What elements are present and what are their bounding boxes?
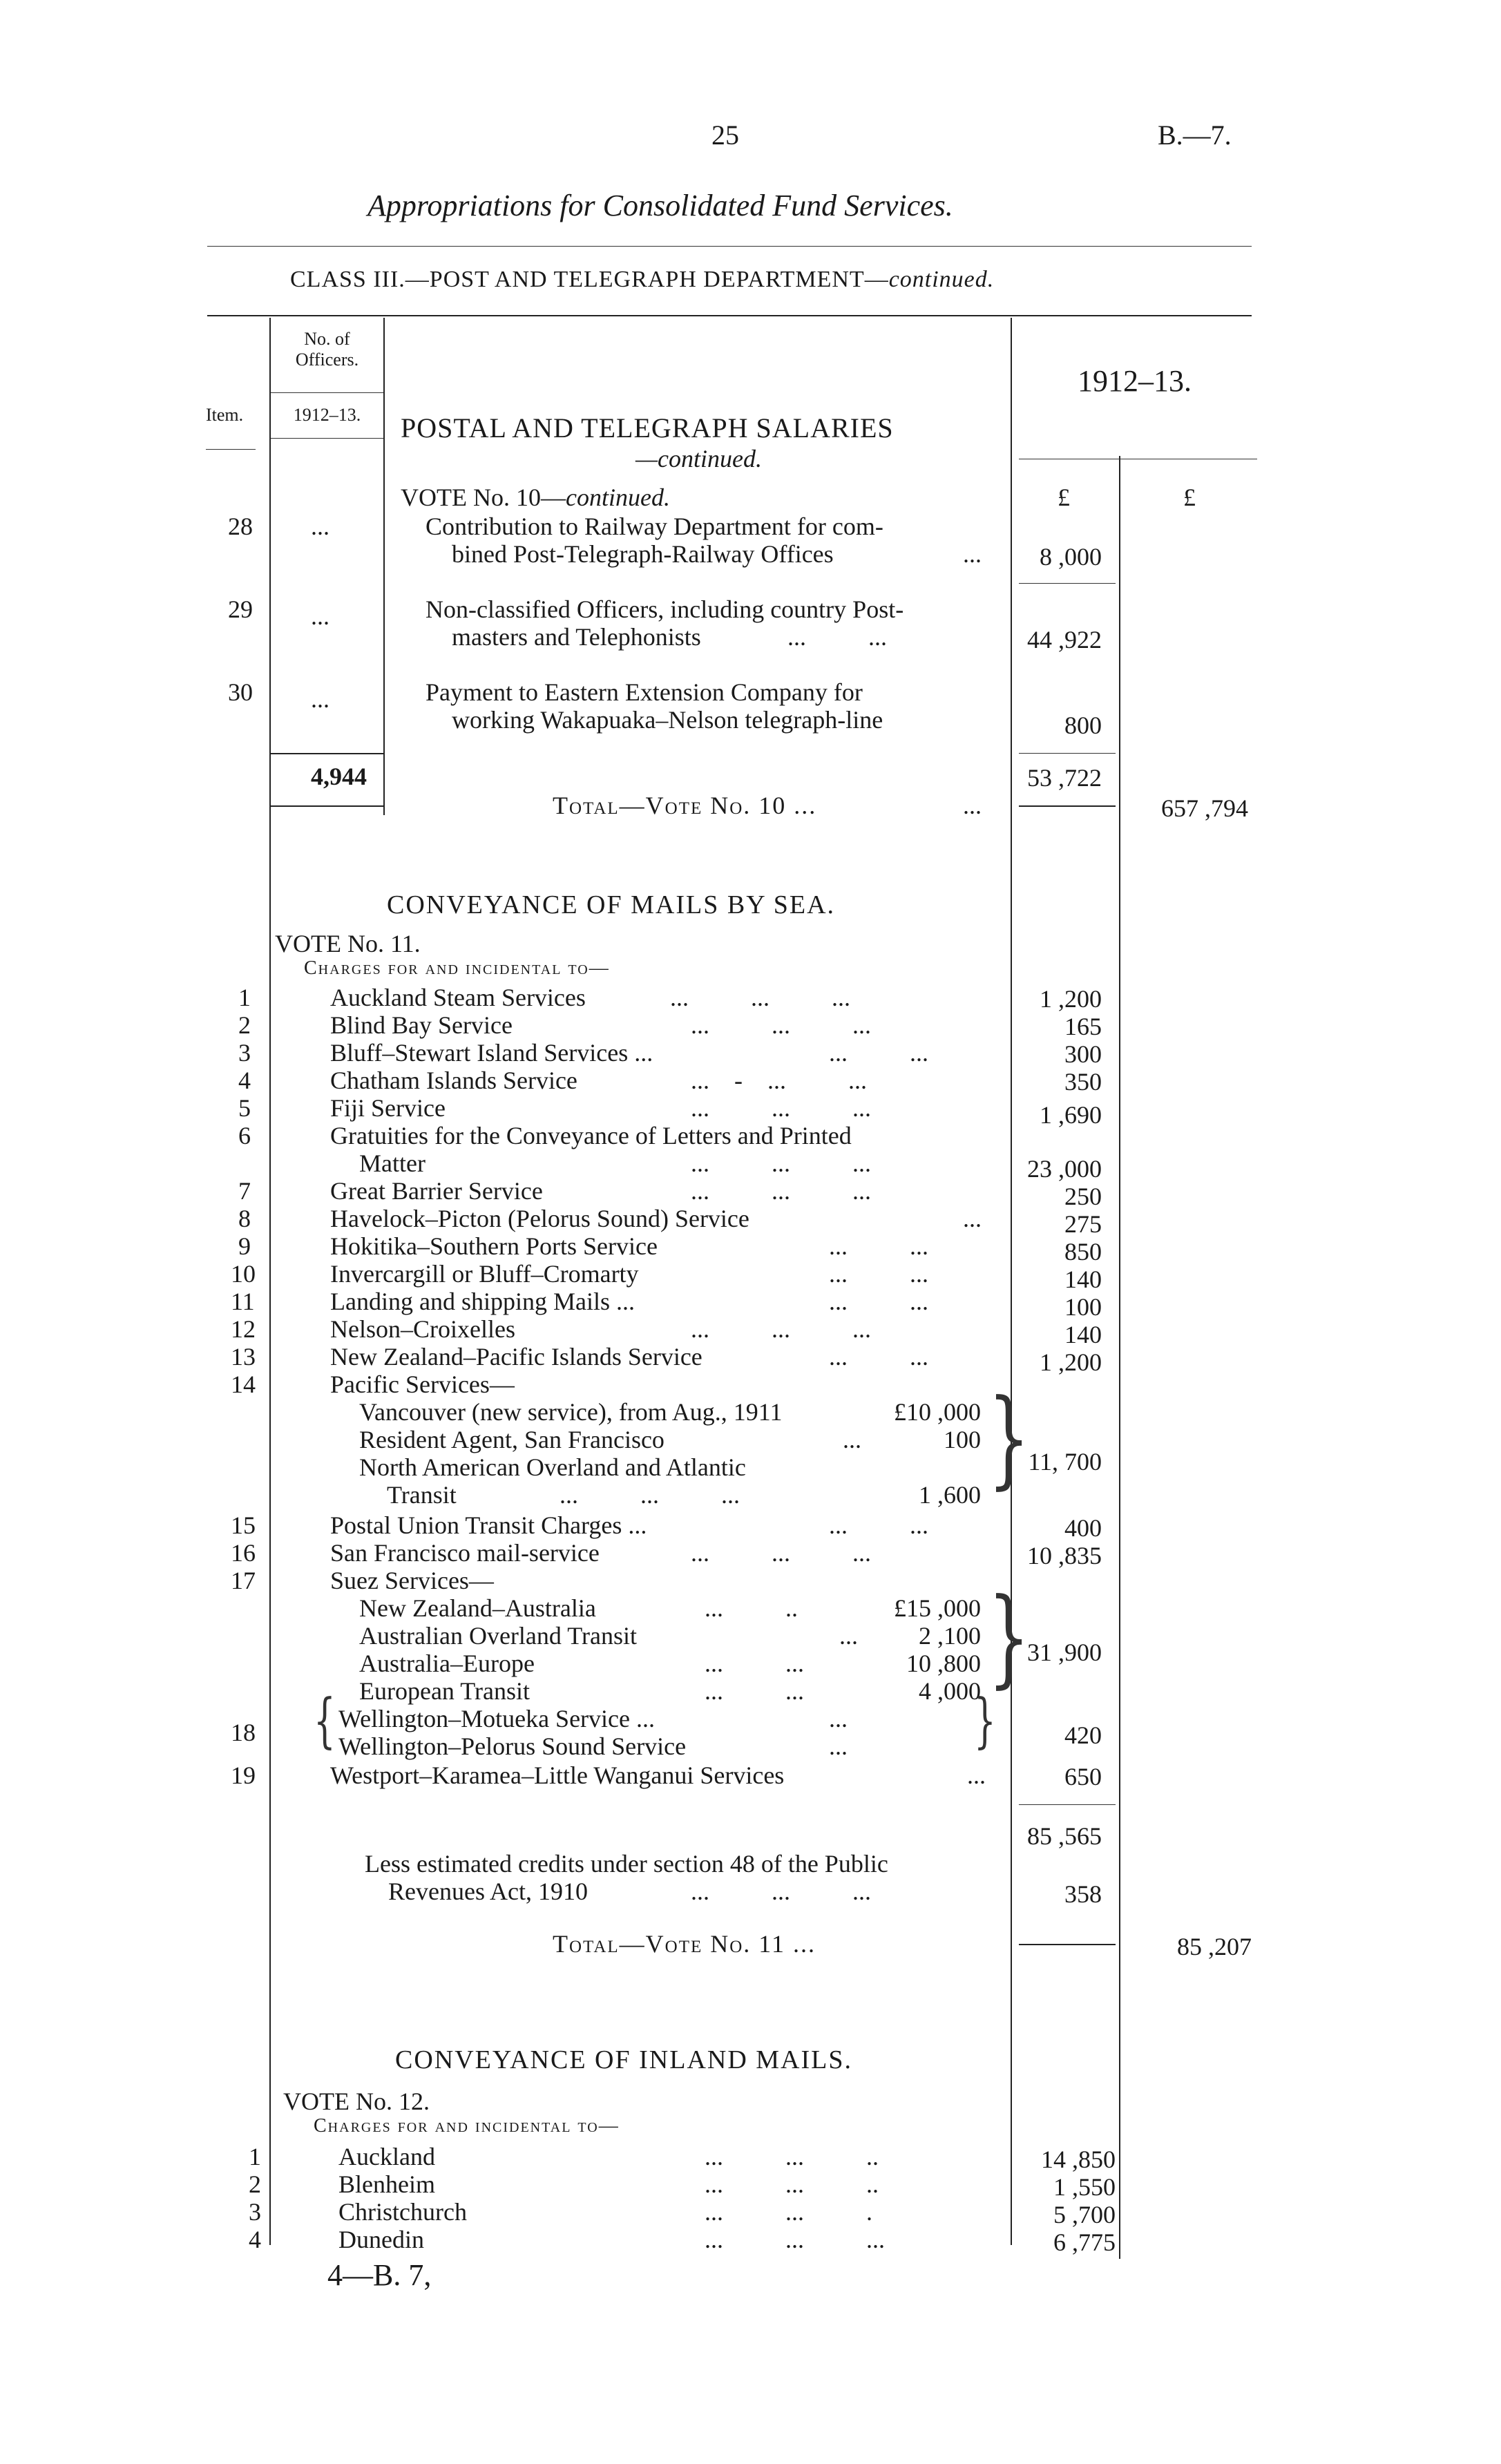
amount: 23 ,000 xyxy=(1027,1155,1102,1183)
leader-dots: ... ... ... xyxy=(691,1177,871,1205)
leader-dots: ... ... ... xyxy=(691,1149,871,1177)
rule xyxy=(1019,1944,1116,1945)
section-heading: CONVEYANCE OF MAILS BY SEA. xyxy=(387,890,836,919)
item-description: Dunedin xyxy=(338,2226,424,2253)
item-description: Non-classified Officers, including country Post- xyxy=(426,595,904,623)
right-brace: } xyxy=(974,1686,996,1755)
amount: 275 xyxy=(1064,1210,1102,1238)
item-number: 5 xyxy=(238,1094,251,1122)
item-description: Payment to Eastern Extension Company for xyxy=(426,678,863,706)
page-title: Appropriations for Consolidated Fund Services. xyxy=(367,189,953,222)
leader-dots: ... ... ... xyxy=(691,1094,871,1122)
amount: 350 xyxy=(1064,1068,1102,1096)
amount: 650 xyxy=(1064,1763,1102,1790)
item-description: Auckland xyxy=(338,2143,435,2170)
rule xyxy=(1019,805,1116,807)
amount: 250 xyxy=(1064,1183,1102,1210)
class-title-text: CLASS III.—POST AND TELEGRAPH DEPARTMENT— xyxy=(290,267,889,292)
page-number: 25 xyxy=(711,120,739,151)
right-brace: } xyxy=(988,1376,1031,1500)
item-number: 28 xyxy=(228,513,253,540)
item-header: Item. xyxy=(206,405,244,425)
item-number: 10 xyxy=(231,1260,256,1288)
leader-dots: ... xyxy=(829,1705,848,1732)
amount: 1 ,550 xyxy=(1053,2173,1116,2201)
item-description: Auckland Steam Services xyxy=(330,984,586,1011)
subtotal: 53 ,722 xyxy=(1027,764,1102,792)
year-header: 1912–13. xyxy=(1078,364,1192,398)
class-title-continued: continued. xyxy=(888,267,995,292)
item-description: Havelock–Picton (Pelorus Sound) Service xyxy=(330,1205,749,1232)
sub-item-description: Australia–Europe xyxy=(359,1650,535,1677)
item-description: Landing and shipping Mails ... xyxy=(330,1288,635,1315)
amount: 5 ,700 xyxy=(1053,2201,1116,2228)
section-title-continued: —continued. xyxy=(635,445,762,472)
amount: 100 xyxy=(1064,1293,1102,1321)
amount: 800 xyxy=(1064,711,1102,739)
officers-count: ... xyxy=(311,513,329,540)
officers-column-rule xyxy=(383,318,385,815)
amount: 400 xyxy=(1064,1514,1102,1542)
vote-label: VOTE No. 12. xyxy=(283,2088,430,2115)
officers-total: 4,944 xyxy=(311,763,367,790)
leader-dots: ... ... xyxy=(829,1260,928,1288)
vote-total: 657 ,794 xyxy=(1161,794,1248,822)
leader-dots: ... ... .. xyxy=(705,2143,879,2170)
leader-dots: ... ... .. xyxy=(705,2170,879,2198)
amount: 10 ,835 xyxy=(1027,1542,1102,1569)
item-number: 2 xyxy=(238,1011,251,1039)
leader-dots: ... xyxy=(967,1761,986,1789)
credits-description: Less estimated credits under section 48 of the Public xyxy=(365,1850,888,1878)
leader-dots: ... xyxy=(963,1205,982,1232)
item-description: Great Barrier Service xyxy=(330,1177,543,1205)
left-brace: { xyxy=(314,1686,336,1755)
item-description: Gratuities for the Conveyance of Letters and Printed xyxy=(330,1122,852,1149)
amount: 140 xyxy=(1064,1266,1102,1293)
item-number: 18 xyxy=(231,1719,256,1746)
item-description: bined Post-Telegraph-Railway Offices xyxy=(452,540,834,568)
amount: 6 ,775 xyxy=(1053,2228,1116,2256)
rule xyxy=(271,438,383,439)
credits-amount: 358 xyxy=(1064,1880,1102,1908)
amount: 165 xyxy=(1064,1013,1102,1040)
amount: 1 ,690 xyxy=(1040,1101,1102,1129)
item-column-rule xyxy=(269,318,271,2245)
amount: 300 xyxy=(1064,1040,1102,1068)
item-number: 6 xyxy=(238,1122,251,1149)
table-top-rule xyxy=(207,315,1252,316)
vote-label: VOTE No. 11. xyxy=(275,930,421,957)
leader-dots: ... ... ... xyxy=(691,1315,871,1343)
rule xyxy=(271,392,383,393)
item-description: working Wakapuaka–Nelson telegraph-line xyxy=(452,706,883,734)
amount: 14 ,850 xyxy=(1041,2146,1116,2173)
leader-dots: ... ... ... xyxy=(691,1539,871,1567)
vote-total: 85 ,207 xyxy=(1177,1933,1252,1960)
sub-item-description: New Zealand–Australia xyxy=(359,1594,596,1622)
officers-header: No. of Officers. xyxy=(295,329,359,370)
item-number: 15 xyxy=(231,1511,256,1539)
credits-description: Revenues Act, 1910 xyxy=(388,1878,588,1905)
leader-dots: ... ... ... xyxy=(670,984,850,1011)
leader-dots: ... ... ... xyxy=(560,1481,740,1509)
sub-item-description: Vancouver (new service), from Aug., 1911 xyxy=(359,1398,783,1426)
amount: 420 xyxy=(1064,1721,1102,1749)
item-number: 2 xyxy=(249,2170,261,2198)
item-description: Westport–Karamea–Little Wanganui Services xyxy=(330,1761,785,1789)
rule xyxy=(1019,1804,1116,1805)
leader-dots: ... xyxy=(829,1732,848,1760)
item-number: 29 xyxy=(228,595,253,623)
sub-amount: 1 ,600 xyxy=(919,1481,981,1509)
vote-total-label: Total—Vote No. 10 ... xyxy=(553,792,817,819)
item-number: 3 xyxy=(249,2198,261,2226)
amount: 1 ,200 xyxy=(1040,1348,1102,1376)
leader-dots: ... ... ... xyxy=(691,1011,871,1039)
gross-amount: 85 ,565 xyxy=(1027,1822,1102,1850)
amount: 140 xyxy=(1064,1321,1102,1348)
leader-dots: ... xyxy=(963,540,982,568)
pound-sign: £ xyxy=(1183,484,1196,511)
item-description: Wellington–Motueka Service ... xyxy=(338,1705,655,1732)
leader-dots: ... ... ... xyxy=(691,1878,871,1905)
item-description: Contribution to Railway Department for com- xyxy=(426,513,883,540)
leader-dots: ... ... ... xyxy=(705,2226,885,2253)
leader-dots: ... ... xyxy=(829,1288,928,1315)
sub-amount: 4 ,000 xyxy=(919,1677,981,1705)
item-description: New Zealand–Pacific Islands Service xyxy=(330,1343,702,1371)
item-description: Suez Services— xyxy=(330,1567,494,1594)
item-number: 19 xyxy=(231,1761,256,1789)
item-description: San Francisco mail-service xyxy=(330,1539,600,1567)
rule xyxy=(206,449,256,450)
item-description: Postal Union Transit Charges ... xyxy=(330,1511,647,1539)
item-number: 1 xyxy=(238,984,251,1011)
leader-dots: ... ... xyxy=(787,623,887,651)
vote-label xyxy=(401,484,670,511)
item-description: masters and Telephonists xyxy=(452,623,701,651)
officers-count: ... xyxy=(311,602,329,630)
item-number: 4 xyxy=(249,2226,261,2253)
sub-item-description: European Transit xyxy=(359,1677,530,1705)
leader-dots: ... .. xyxy=(705,1594,798,1622)
rule xyxy=(1019,753,1116,754)
rule xyxy=(271,805,383,807)
sub-item-description: North American Overland and Atlantic xyxy=(359,1453,746,1481)
leader-dots: ... ... xyxy=(705,1677,804,1705)
leader-dots: ... xyxy=(963,792,982,819)
total-column-rule xyxy=(1119,456,1120,2259)
amount: 8 ,000 xyxy=(1040,543,1102,571)
rule xyxy=(271,753,383,754)
charges-label: Charges for and incidental to— xyxy=(304,957,610,979)
item-number: 11 xyxy=(231,1288,255,1315)
leader-dots: ... ... xyxy=(829,1232,928,1260)
item-description: Invercargill or Bluff–Cromarty xyxy=(330,1260,639,1288)
item-description: Fiji Service xyxy=(330,1094,446,1122)
sub-amount: 10 ,800 xyxy=(906,1650,981,1677)
pound-sign: £ xyxy=(1058,484,1070,511)
sub-amount: £15 ,000 xyxy=(894,1594,981,1622)
sub-item-description: Transit xyxy=(387,1481,457,1509)
item-description: Christchurch xyxy=(338,2198,467,2226)
rule xyxy=(1019,583,1116,584)
sub-amount: £10 ,000 xyxy=(894,1398,981,1426)
sub-amount: 2 ,100 xyxy=(919,1622,981,1650)
leader-dots: ... ... xyxy=(705,1650,804,1677)
item-description: Nelson–Croixelles xyxy=(330,1315,515,1343)
item-number: 7 xyxy=(238,1177,251,1205)
item-number: 3 xyxy=(238,1039,251,1067)
item-description: Chatham Islands Service xyxy=(330,1067,577,1094)
amount: 850 xyxy=(1064,1238,1102,1266)
item-number: 12 xyxy=(231,1315,256,1343)
item-number: 8 xyxy=(238,1205,251,1232)
leader-dots: ... ... xyxy=(829,1343,928,1371)
amount: 11, 700 xyxy=(1028,1448,1102,1475)
leader-dots: ... ... xyxy=(829,1511,928,1539)
item-number: 14 xyxy=(231,1371,256,1398)
leader-dots: ... xyxy=(843,1426,861,1453)
vote-total-label: Total—Vote No. 11 ... xyxy=(553,1930,816,1958)
document-reference: B.—7. xyxy=(1158,120,1232,151)
item-number: 4 xyxy=(238,1067,251,1094)
charges-label: Charges for and incidental to— xyxy=(314,2115,620,2137)
item-number: 17 xyxy=(231,1567,256,1594)
item-description: Hokitika–Southern Ports Service xyxy=(330,1232,658,1260)
item-number: 30 xyxy=(228,678,253,706)
leader-dots: ... - ... ... xyxy=(691,1067,867,1094)
class-title xyxy=(290,267,994,293)
amount: 1 ,200 xyxy=(1040,985,1102,1013)
signature-mark: 4—B. 7, xyxy=(327,2258,432,2292)
item-description: Matter xyxy=(359,1149,426,1177)
item-number: 1 xyxy=(249,2143,261,2170)
sub-item-description: Australian Overland Transit xyxy=(359,1622,637,1650)
leader-dots: ... xyxy=(839,1622,858,1650)
item-description: Bluff–Stewart Island Services ... xyxy=(330,1039,653,1067)
officers-count: ... xyxy=(311,685,329,713)
amount: 44 ,922 xyxy=(1027,626,1102,653)
rule xyxy=(207,246,1252,247)
right-brace: } xyxy=(988,1575,1031,1699)
sub-item-description: Resident Agent, San Francisco xyxy=(359,1426,665,1453)
item-number: 9 xyxy=(238,1232,251,1260)
item-description: Pacific Services— xyxy=(330,1371,515,1398)
vote-label-continued: continued. xyxy=(565,484,670,511)
item-description: Blenheim xyxy=(338,2170,435,2198)
officers-year-header: 1912–13. xyxy=(293,405,361,425)
section-title: POSTAL AND TELEGRAPH SALARIES xyxy=(401,412,894,443)
amount: 31 ,900 xyxy=(1027,1639,1102,1666)
section-heading: CONVEYANCE OF INLAND MAILS. xyxy=(395,2045,852,2074)
item-number: 16 xyxy=(231,1539,256,1567)
leader-dots: ... ... . xyxy=(705,2198,872,2226)
sub-amount: 100 xyxy=(944,1426,981,1453)
item-description: Wellington–Pelorus Sound Service xyxy=(338,1732,687,1760)
leader-dots: ... ... xyxy=(829,1039,928,1067)
item-number: 13 xyxy=(231,1343,256,1371)
vote-label-text: VOTE No. 10— xyxy=(401,484,566,511)
item-description: Blind Bay Service xyxy=(330,1011,513,1039)
